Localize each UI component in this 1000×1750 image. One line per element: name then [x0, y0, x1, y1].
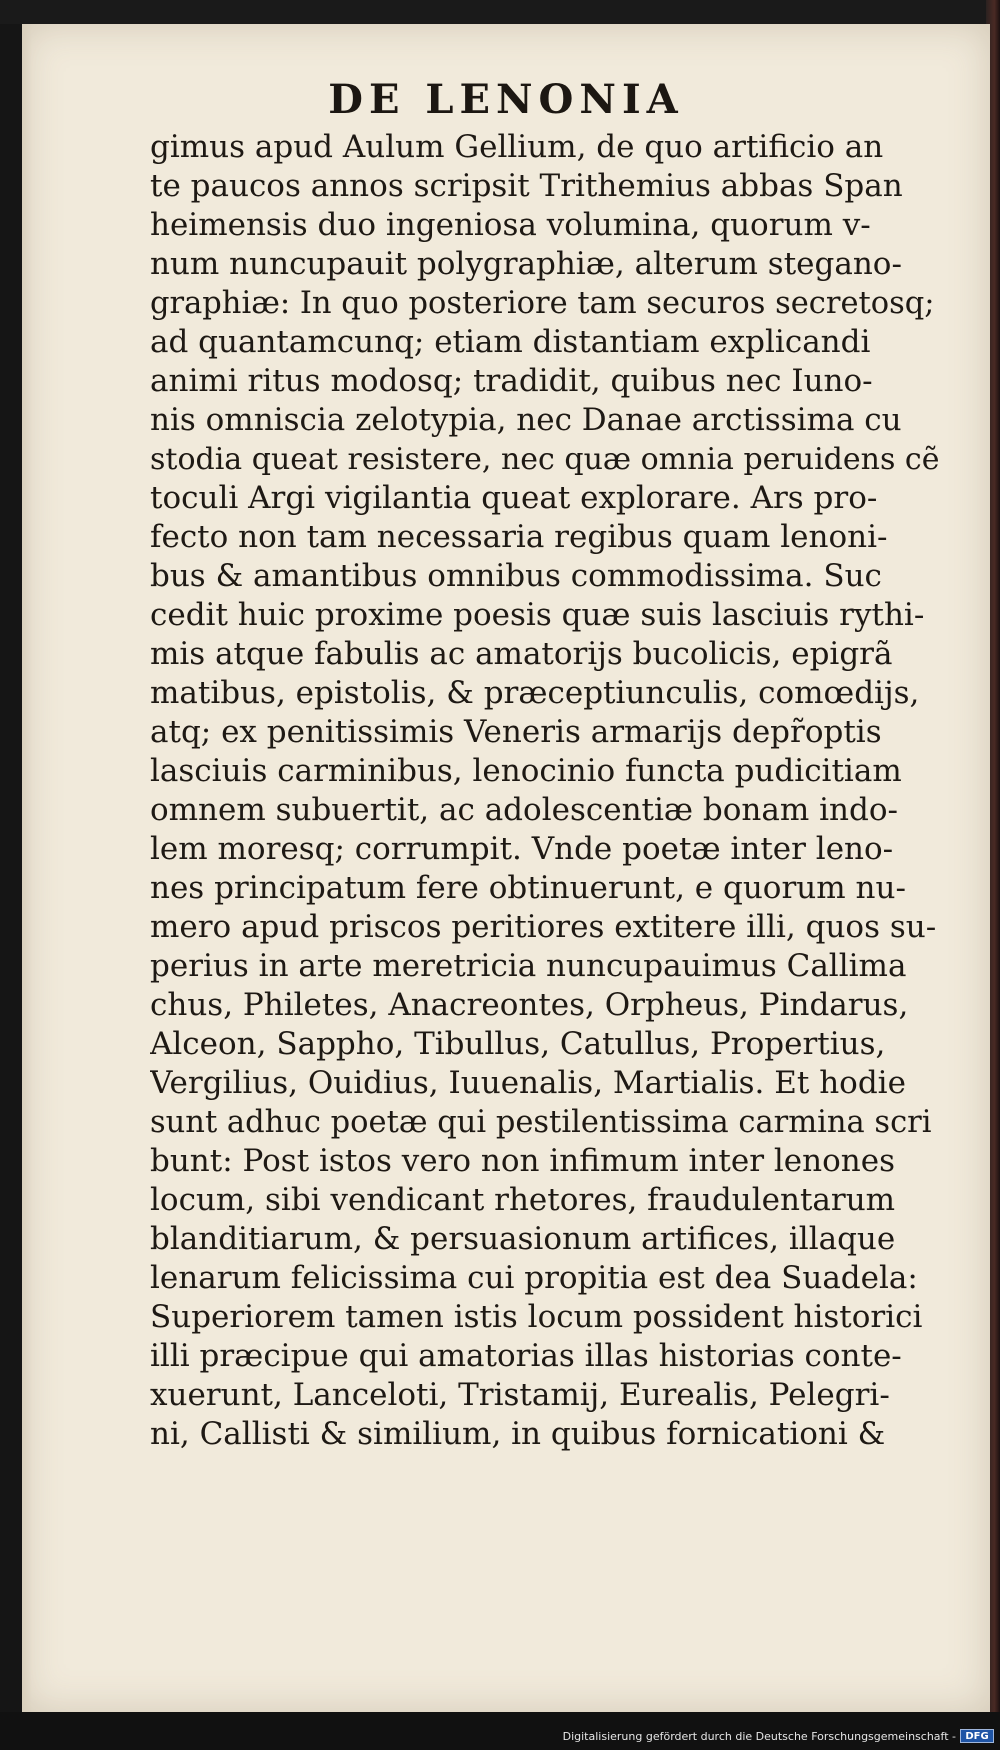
text-line: gimus apud Aulum Gellium, de quo artificio an [150, 129, 884, 165]
text-line: blanditiarum, & persuasionum artifices, illaque [150, 1221, 896, 1257]
dfg-logo-icon: DFG [960, 1729, 994, 1743]
text-line: fecto non tam necessaria regibus quam lenoni- [150, 519, 888, 555]
text-line: illi præcipue qui amatorias illas historias conte- [150, 1338, 902, 1374]
text-line: lasciuis carminibus, lenocinio functa pudicitiam [150, 753, 902, 789]
text-line: lenarum felicissima cui propitia est dea Suadela: [150, 1260, 918, 1296]
text-line: omnem subuertit, ac adolescentiæ bonam indo- [150, 792, 898, 828]
text-line: perius in arte meretricia nuncupauimus Callima [150, 948, 907, 984]
text-line: xuerunt, Lanceloti, Tristamij, Eurealis, Pelegri- [150, 1377, 890, 1413]
text-line: lem moresq; corrumpit. Vnde poetæ inter leno- [150, 831, 894, 867]
text-line: cedit huic proxime poesis quæ suis lasciuis rythi- [150, 597, 925, 633]
body-text [150, 128, 940, 1454]
text-line: heimensis duo ingeniosa volumina, quorum v- [150, 207, 871, 243]
text-line: animi ritus modosq; tradidit, quibus nec Iuno- [150, 363, 873, 399]
text-line: matibus, epistolis, & præceptiunculis, comœdijs, [150, 675, 920, 711]
text-line: graphiæ: In quo posteriore tam securos secretosq; [150, 286, 935, 321]
text-line: Superiorem tamen istis locum possident historici [150, 1299, 923, 1335]
text-line: toculi Argi vigilantia queat explorare. Ars pro- [150, 480, 878, 516]
text-line: ni, Callisti & similium, in quibus fornicationi & [150, 1416, 886, 1452]
text-line: stodia queat resistere, nec quæ omnia peruidens cẽ [150, 442, 940, 477]
text-line: atq; ex penitissimis Veneris armarijs depr̃optis [150, 714, 882, 750]
running-head: DE LENONIA [328, 76, 684, 123]
text-line: Vergilius, Ouidius, Iuuenalis, Martialis. Et hodie [150, 1065, 906, 1101]
digitization-credit: Digitalisierung gefördert durch die Deutsche Forschungsgemeinschaft - [562, 1730, 956, 1743]
text-line: nis omniscia zelotypia, nec Danae arctissima cu [150, 402, 902, 438]
scan-border-top [0, 0, 1000, 24]
text-line: locum, sibi vendicant rhetores, fraudulentarum [150, 1182, 896, 1218]
text-line: nes principatum fere obtinuerunt, e quorum nu- [150, 870, 906, 906]
text-line: sunt adhuc poetæ qui pestilentissima carmina scri [150, 1105, 932, 1140]
text-line: bus & amantibus omnibus commodissima. Suc [150, 558, 882, 594]
text-line: bunt: Post istos vero non infimum inter lenones [150, 1143, 895, 1179]
text-line: chus, Philetes, Anacreontes, Orpheus, Pindarus, [150, 987, 909, 1023]
text-line: te paucos annos scripsit Trithemius abbas Span [150, 168, 903, 204]
page-edge-shadow [22, 24, 32, 1712]
text-line: mis atque fabulis ac amatorijs bucolicis, epigrã [150, 636, 893, 672]
text-line: mero apud priscos peritiores extitere illi, quos su- [150, 909, 937, 945]
text-line: Alceon, Sappho, Tibullus, Catullus, Propertius, [150, 1026, 886, 1062]
text-line: ad quantamcunq; etiam distantiam explicandi [150, 324, 871, 360]
text-line: num nuncupauit polygraphiæ, alterum stegano- [150, 246, 902, 282]
